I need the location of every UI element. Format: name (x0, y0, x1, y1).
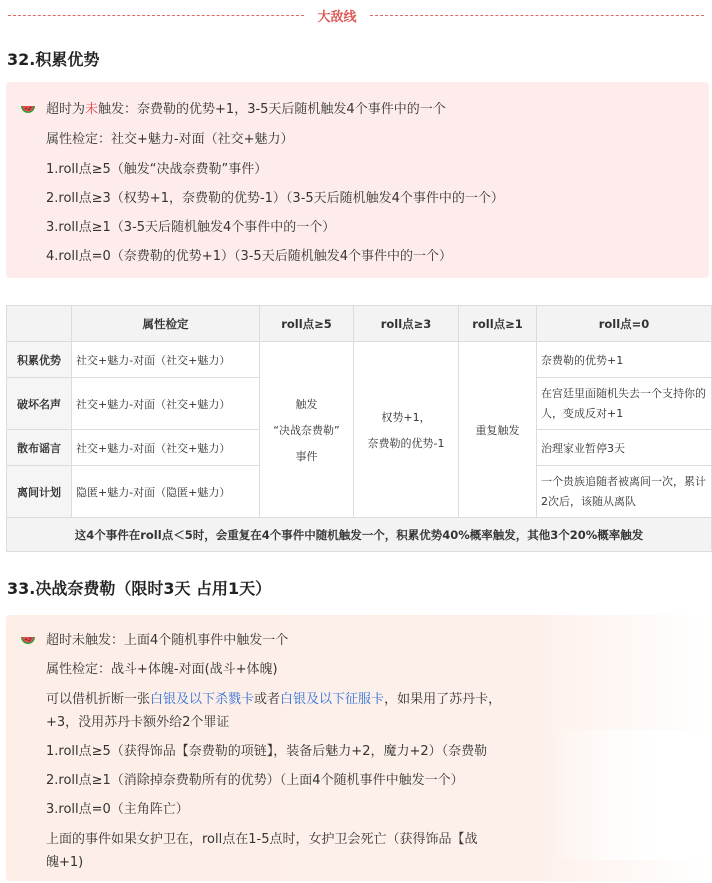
row-roll0: 治理家业暂停3天 (537, 430, 712, 466)
sec32-line-roll0: 4.roll点=0（奈费勒的优势+1）（3-5天后随机触发4个事件中的一个） (46, 249, 452, 264)
kill-card-link[interactable]: 白银及以下杀戮卡 (150, 692, 255, 707)
table-header-roll0: roll点=0 (537, 306, 712, 342)
sec32-line-roll5: 1.roll点≥5（触发“决战奈费勒”事件） (46, 162, 268, 177)
roll5-line: 触发 (295, 397, 318, 411)
row-name: 离间计划 (7, 466, 72, 518)
row-check: 社交+魅力-对面（社交+魅力） (72, 378, 260, 430)
row-name: 散布谣言 (7, 430, 72, 466)
table-header-corner (7, 306, 72, 342)
roll5-line: “决战奈费勒” (273, 423, 340, 437)
edge-fade-overlay (542, 730, 712, 860)
table-footer-note: 这4个事件在roll点＜5时，会重复在4个事件中随机触发一个，积累优势40%概率触发，其他3个20%概率触发 (7, 518, 712, 552)
sec32-trigger-highlight: 未 (85, 102, 99, 117)
sec33-line-trigger: 超时未触发：上面4个随机事件中触发一个 (46, 633, 289, 648)
sec32-line-roll3: 2.roll点≥3（权势+1，奈费勒的优势-1）（3-5天后随机触发4个事件中的一个） (46, 191, 504, 206)
table-footer-row (7, 518, 712, 552)
sec33-line-roll1: 2.roll点≥1（消除掉奈费勒所有的优势）（上面4个随机事件中触发一个） (46, 773, 464, 788)
table-header-roll1: roll点≥1 (459, 306, 537, 342)
row-roll0: 奈费勒的优势+1 (537, 342, 712, 378)
section-32-title: 32.积累优势 (7, 50, 100, 69)
table-row (7, 342, 712, 378)
sec33-line-card-cont: +3，没用苏丹卡额外给2个罪证 (46, 715, 230, 730)
divider-line-left (8, 15, 304, 16)
table-header-row (7, 306, 712, 342)
watermelon-icon (20, 631, 36, 647)
roll5-merged-cell (260, 342, 354, 518)
table-header-roll5: roll点≥5 (260, 306, 354, 342)
sec33-line-check: 属性检定：战斗+体魄-对面(战斗+体魄) (46, 662, 278, 677)
card-text-e: ，如果用了苏丹卡， (384, 692, 502, 707)
sec33-line-guard: 上面的事件如果女护卫在，roll点在1-5点时，女护卫会死亡（获得饰品【战 (46, 832, 478, 847)
sec32-trigger-post: 触发：奈费勒的优势+1，3-5天后随机触发4个事件中的一个 (98, 102, 446, 117)
roll3-merged-cell (354, 342, 459, 518)
sec33-line-roll5: 1.roll点≥5（获得饰品【奈费勒的项链】，装备后魅力+2，魔力+2）（奈费勒 (46, 744, 488, 759)
sec32-line-trigger (46, 98, 446, 117)
divider-label: 大敌线 (317, 10, 357, 25)
row-roll0: 一个贵族追随者被离间一次，累计2次后，该随从离队 (537, 466, 712, 518)
sec32-line-check: 属性检定：社交+魅力-对面（社交+魅力） (46, 132, 294, 147)
divider-line-right (370, 15, 704, 16)
table-header-check: 属性检定 (72, 306, 260, 342)
roll3-line: 奈费勒的优势-1 (367, 436, 445, 450)
sec33-line-roll0: 3.roll点=0（主角阵亡） (46, 802, 189, 817)
section-divider (0, 6, 712, 26)
roll5-line: 事件 (295, 449, 318, 463)
sec33-line-guard-cont: 魄+1) (46, 855, 84, 870)
event-table (6, 305, 712, 552)
row-name: 积累优势 (7, 342, 72, 378)
row-check: 社交+魅力-对面（社交+魅力） (72, 342, 260, 378)
row-roll0: 在宫廷里面随机失去一个支持你的人，变成反对+1 (537, 378, 712, 430)
row-check: 隐匿+魅力-对面（隐匿+魅力） (72, 466, 260, 518)
table-header-roll3: roll点≥3 (354, 306, 459, 342)
sec33-line-card (46, 688, 501, 707)
sec32-trigger-pre: 超时为 (46, 102, 86, 117)
row-name: 破坏名声 (7, 378, 72, 430)
row-check: 社交+魅力-对面（社交+魅力） (72, 430, 260, 466)
roll1-merged-cell: 重复触发 (459, 342, 537, 518)
watermelon-icon (20, 100, 36, 116)
conquer-card-link[interactable]: 白银及以下征服卡 (280, 692, 385, 707)
section-33-title: 33.决战奈费勒（限时3天 占用1天） (7, 579, 272, 598)
card-text-a: 可以借机折断一张 (46, 692, 151, 707)
roll3-line: 权势+1， (381, 410, 431, 424)
sec32-line-roll1: 3.roll点≥1（3-5天后随机触发4个事件中的一个） (46, 220, 336, 235)
card-text-c: 或者 (254, 692, 281, 707)
